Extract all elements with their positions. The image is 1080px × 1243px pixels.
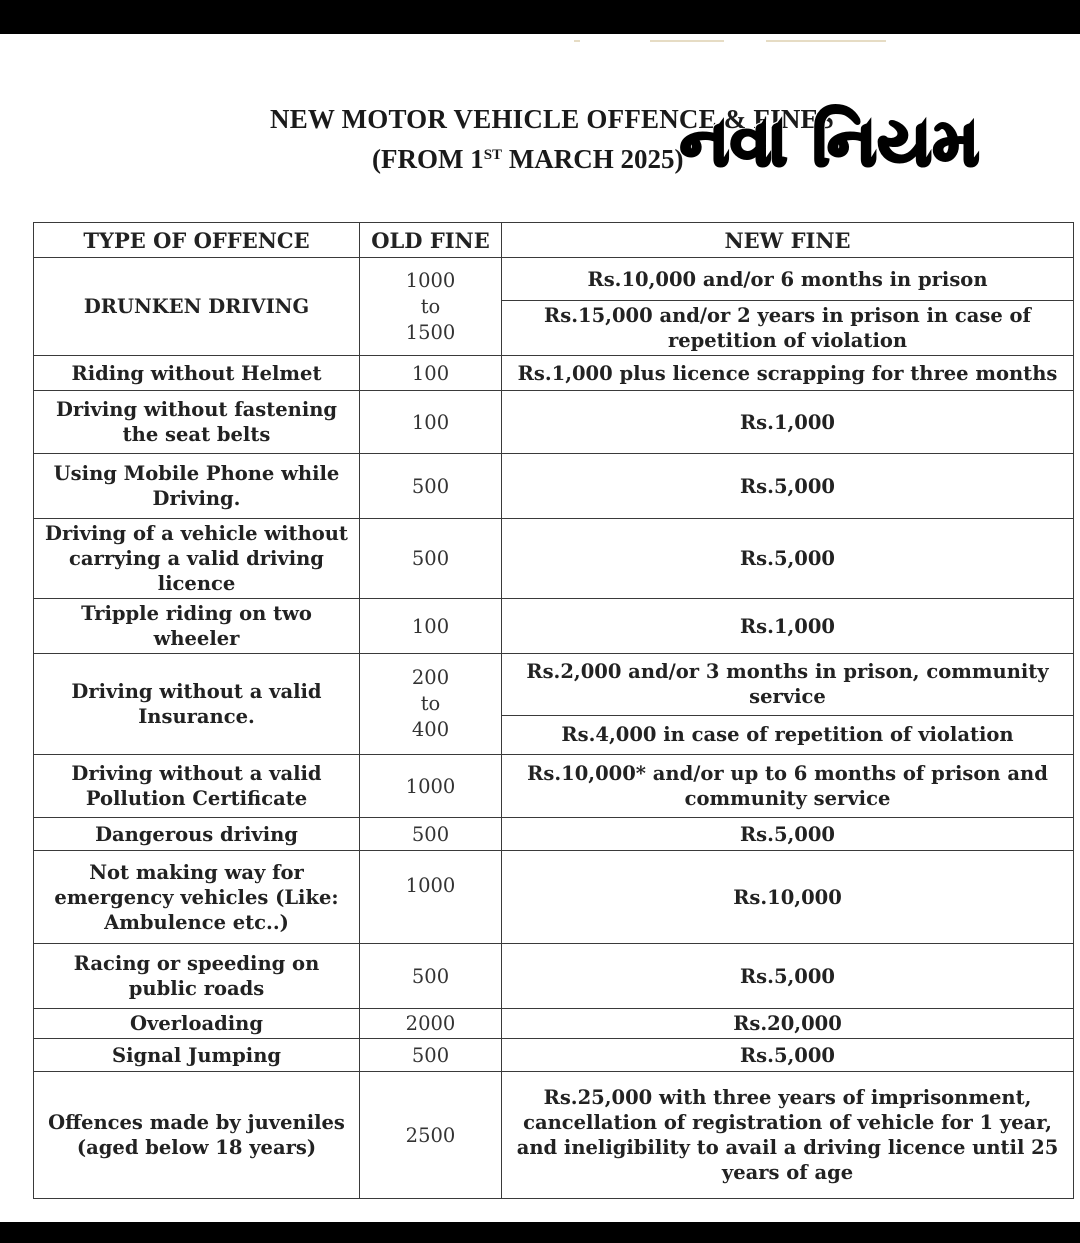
old-fine-value: 400 xyxy=(411,718,450,741)
title-line-2: (FROM 1ST MARCH 2025) xyxy=(372,144,684,174)
table-row xyxy=(34,818,1074,851)
table-row xyxy=(34,851,1074,944)
old-fine-cell xyxy=(360,654,502,755)
new-fine-cell: Rs.5,000 xyxy=(502,944,1074,1009)
new-fine-cell: Rs.5,000 xyxy=(502,818,1074,851)
new-fine-cell: Rs.4,000 in case of repetition of violation xyxy=(502,715,1074,754)
title-line-1: NEW MOTOR VEHICLE OFFENCE & FINES xyxy=(270,104,834,134)
table-row xyxy=(34,1009,1074,1039)
fines-table xyxy=(33,222,1074,1199)
new-fine-cell: Rs.1,000 plus licence scrapping for three months xyxy=(502,356,1074,391)
offence-cell: Not making way for emergency vehicles (Like: Ambulence etc..) xyxy=(34,851,360,944)
offence-cell: Driving of a vehicle without carrying a valid driving licence xyxy=(34,519,360,599)
new-fine-cell: Rs.10,000 and/or 6 months in prison xyxy=(502,258,1074,301)
header-new-fine: NEW FINE xyxy=(502,223,1074,258)
old-fine-cell: 500 xyxy=(360,818,502,851)
table-row xyxy=(34,356,1074,391)
top-black-bar xyxy=(0,0,1080,34)
new-fine-cell: Rs.15,000 and/or 2 years in prison in case of repetition of violation xyxy=(502,301,1074,356)
offence-cell: Tripple riding on two wheeler xyxy=(34,599,360,654)
old-fine-value: to xyxy=(420,692,441,715)
offence-cell: Racing or speeding on public roads xyxy=(34,944,360,1009)
gujarati-overlay-text: નવા નિયમ xyxy=(680,104,981,181)
old-fine-cell: 100 xyxy=(360,356,502,391)
offence-cell: Signal Jumping xyxy=(34,1039,360,1072)
table-row xyxy=(34,1072,1074,1199)
old-fine-cell: 500 xyxy=(360,454,502,519)
old-fine-cell: 2000 xyxy=(360,1009,502,1039)
old-fine-value: 1500 xyxy=(405,320,456,344)
table-row xyxy=(34,519,1074,599)
new-fine-cell: Rs.10,000* and/or up to 6 months of prison and community service xyxy=(502,755,1074,818)
old-fine-cell: 1000 xyxy=(360,755,502,818)
new-fine-cell: Rs.5,000 xyxy=(502,1039,1074,1072)
new-fine-cell: Rs.1,000 xyxy=(502,391,1074,454)
old-fine-cell: 500 xyxy=(360,944,502,1009)
old-fine-cell: 100 xyxy=(360,599,502,654)
old-fine-value: 200 xyxy=(411,666,450,689)
table-header-row xyxy=(34,223,1074,258)
old-fine-cell: 100 xyxy=(360,391,502,454)
faint-mark xyxy=(574,40,580,42)
bottom-black-bar xyxy=(0,1222,1080,1243)
old-fine-value: 1000 xyxy=(405,268,456,292)
table-row xyxy=(34,454,1074,519)
old-fine-cell: 500 xyxy=(360,519,502,599)
new-fine-cell: Rs.5,000 xyxy=(502,454,1074,519)
table-row xyxy=(34,599,1074,654)
table-row xyxy=(34,391,1074,454)
offence-cell: Overloading xyxy=(34,1009,360,1039)
header-type-of-offence: TYPE OF OFFENCE xyxy=(34,223,360,258)
table-row xyxy=(34,654,1074,716)
new-fine-cell: Rs.5,000 xyxy=(502,519,1074,599)
faint-mark xyxy=(766,40,886,42)
old-fine-cell: 2500 xyxy=(360,1072,502,1199)
new-fine-cell: Rs.2,000 and/or 3 months in prison, community service xyxy=(502,654,1074,716)
offence-cell: Driving without a valid Insurance. xyxy=(34,654,360,755)
table-row xyxy=(34,1039,1074,1072)
header-old-fine: OLD FINE xyxy=(360,223,502,258)
new-fine-cell: Rs.10,000 xyxy=(502,851,1074,944)
new-fine-cell: Rs.20,000 xyxy=(502,1009,1074,1039)
table-row xyxy=(34,944,1074,1009)
table-row xyxy=(34,755,1074,818)
offence-cell: Dangerous driving xyxy=(34,818,360,851)
offence-cell: Driving without fastening the seat belts xyxy=(34,391,360,454)
old-fine-value: to xyxy=(420,294,441,318)
offence-cell: Driving without a valid Pollution Certificate xyxy=(34,755,360,818)
faint-mark xyxy=(650,40,724,42)
new-fine-cell: Rs.25,000 with three years of imprisonment, cancellation of registration of vehicle for 1 year, and ineligibility to avail a driving licence until 25 years of age xyxy=(502,1072,1074,1199)
offence-cell: DRUNKEN DRIVING xyxy=(34,258,360,356)
table-row xyxy=(34,258,1074,301)
offence-cell: Riding without Helmet xyxy=(34,356,360,391)
old-fine-cell: 500 xyxy=(360,1039,502,1072)
new-fine-cell: Rs.1,000 xyxy=(502,599,1074,654)
old-fine-cell xyxy=(360,258,502,356)
old-fine-cell: 1000 xyxy=(360,851,502,944)
offence-cell: Using Mobile Phone while Driving. xyxy=(34,454,360,519)
offence-cell: Offences made by juveniles (aged below 18 years) xyxy=(34,1072,360,1199)
